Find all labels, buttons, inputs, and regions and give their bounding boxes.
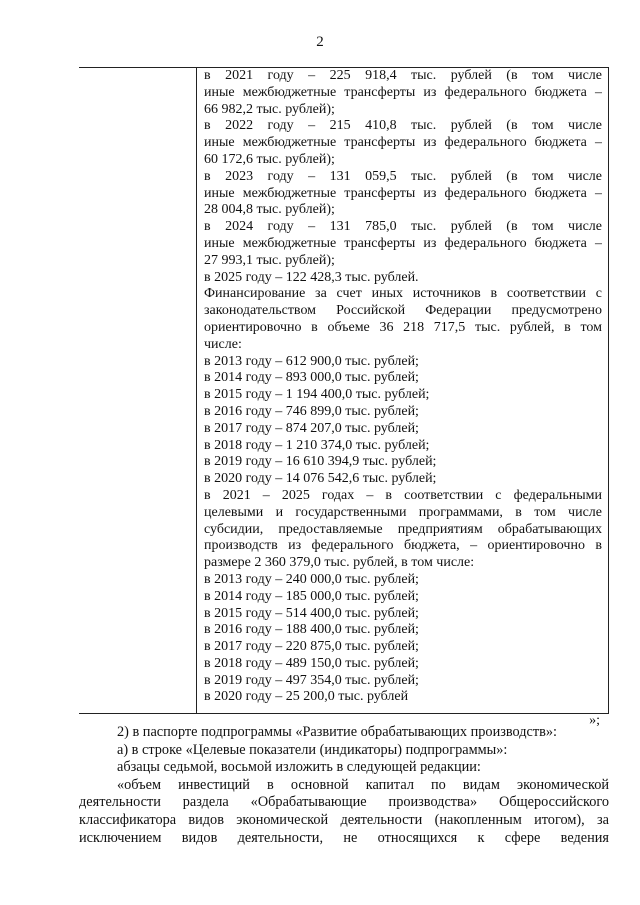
table-text-line: иные межбюджетные трансферты из федерального бюджета – (204, 235, 602, 251)
table-text-line: в 2025 году – 122 428,3 тыс. рублей. (204, 269, 419, 285)
body-text-line: а) в строке «Целевые показатели (индикаторы) подпрограммы»: (117, 741, 508, 758)
table-text-line: в 2020 году – 25 200,0 тыс. рублей (204, 689, 409, 705)
table-text-line: размере 2 360 379,0 тыс. рублей, в том числе: (204, 555, 475, 571)
table-text-line: в 2020 году – 14 076 542,6 тыс. рублей; (204, 471, 437, 487)
table-text-line: иные межбюджетные трансферты из федерального бюджета – (204, 84, 602, 100)
table-text-line: в 2019 году – 497 354,0 тыс. рублей; (204, 672, 419, 688)
page-number: 2 (316, 34, 324, 50)
table-text-line: субсидии, предоставляемые предприятиям обрабатывающих (204, 521, 602, 537)
table-text-line: ориентировочно в объеме 36 218 717,5 тыс. рублей, в том (204, 319, 602, 335)
table-text-line: в 2018 году – 1 210 374,0 тыс. рублей; (204, 437, 430, 453)
table-text-line: в 2015 году – 1 194 400,0 тыс. рублей; (204, 387, 430, 403)
body-text-line: деятельности раздела «Обрабатывающие производства» Общероссийского (79, 794, 609, 811)
table-text-line: 60 172,6 тыс. рублей); (204, 151, 335, 167)
table-text-line: 27 993,1 тыс. рублей); (204, 252, 335, 268)
table-text-line: в 2017 году – 874 207,0 тыс. рублей; (204, 420, 419, 436)
body-text-line: 2) в паспорте подпрограммы «Развитие обрабатывающих производств»: (117, 724, 557, 740)
table-text-line: в 2016 году – 746 899,0 тыс. рублей; (204, 403, 419, 419)
table-text-line: законодательством Российской Федерации предусмотрено (204, 303, 602, 319)
body-text-line: «объем инвестиций в основной капитал по видам экономической (117, 776, 609, 793)
table-text-line: Финансирование за счет иных источников в соответствии с (204, 286, 602, 302)
closing-quote: »; (589, 713, 600, 728)
table-text-line: в 2019 году – 16 610 394,9 тыс. рублей; (204, 454, 437, 470)
table-text-line: числе: (204, 336, 242, 352)
body-text-line: классификатора видов экономической деятельности (накопленным итогом), за (79, 811, 609, 828)
table-left-cell (79, 68, 197, 713)
passport-table (79, 67, 609, 714)
table-text-line: в 2013 году – 240 000,0 тыс. рублей; (204, 571, 419, 587)
table-right-cell (197, 68, 609, 713)
table-text-line: в 2013 году – 612 900,0 тыс. рублей; (204, 353, 419, 369)
table-text-line: 66 982,2 тыс. рублей); (204, 101, 335, 117)
table-text-line: в 2021 году – 225 918,4 тыс. рублей (в том числе (204, 68, 602, 83)
table-text-line: в 2021 – 2025 годах – в соответствии с федеральными (204, 487, 602, 503)
table-text-line: иные межбюджетные трансферты из федерального бюджета – (204, 135, 602, 151)
table-text-line: в 2018 году – 489 150,0 тыс. рублей; (204, 655, 419, 671)
table-text-line: 28 004,8 тыс. рублей); (204, 202, 335, 218)
table-text-line: целевыми и государственными программами, в том числе (204, 504, 602, 520)
body-text-line: абзацы седьмой, восьмой изложить в следующей редакции: (117, 759, 481, 776)
table-text-line: в 2022 году – 215 410,8 тыс. рублей (в том числе (204, 118, 602, 134)
table-text-line: иные межбюджетные трансферты из федерального бюджета – (204, 185, 602, 201)
table-text-line: производств из федерального бюджета, – ориентировочно в (204, 538, 602, 554)
table-text-line: в 2024 году – 131 785,0 тыс. рублей (в том числе (204, 219, 602, 235)
table-text-line: в 2014 году – 185 000,0 тыс. рублей; (204, 588, 419, 604)
table-text-line: в 2023 году – 131 059,5 тыс. рублей (в том числе (204, 168, 602, 184)
table-text-line: в 2014 году – 893 000,0 тыс. рублей; (204, 370, 419, 386)
body-text-line: исключением видов деятельности, не относящихся к сфере ведения (79, 829, 609, 846)
table-text-line: в 2016 году – 188 400,0 тыс. рублей; (204, 622, 419, 638)
body-text (79, 724, 609, 847)
table-text-line: в 2017 году – 220 875,0 тыс. рублей; (204, 639, 419, 655)
table-text-line: в 2015 году – 514 400,0 тыс. рублей; (204, 605, 419, 621)
